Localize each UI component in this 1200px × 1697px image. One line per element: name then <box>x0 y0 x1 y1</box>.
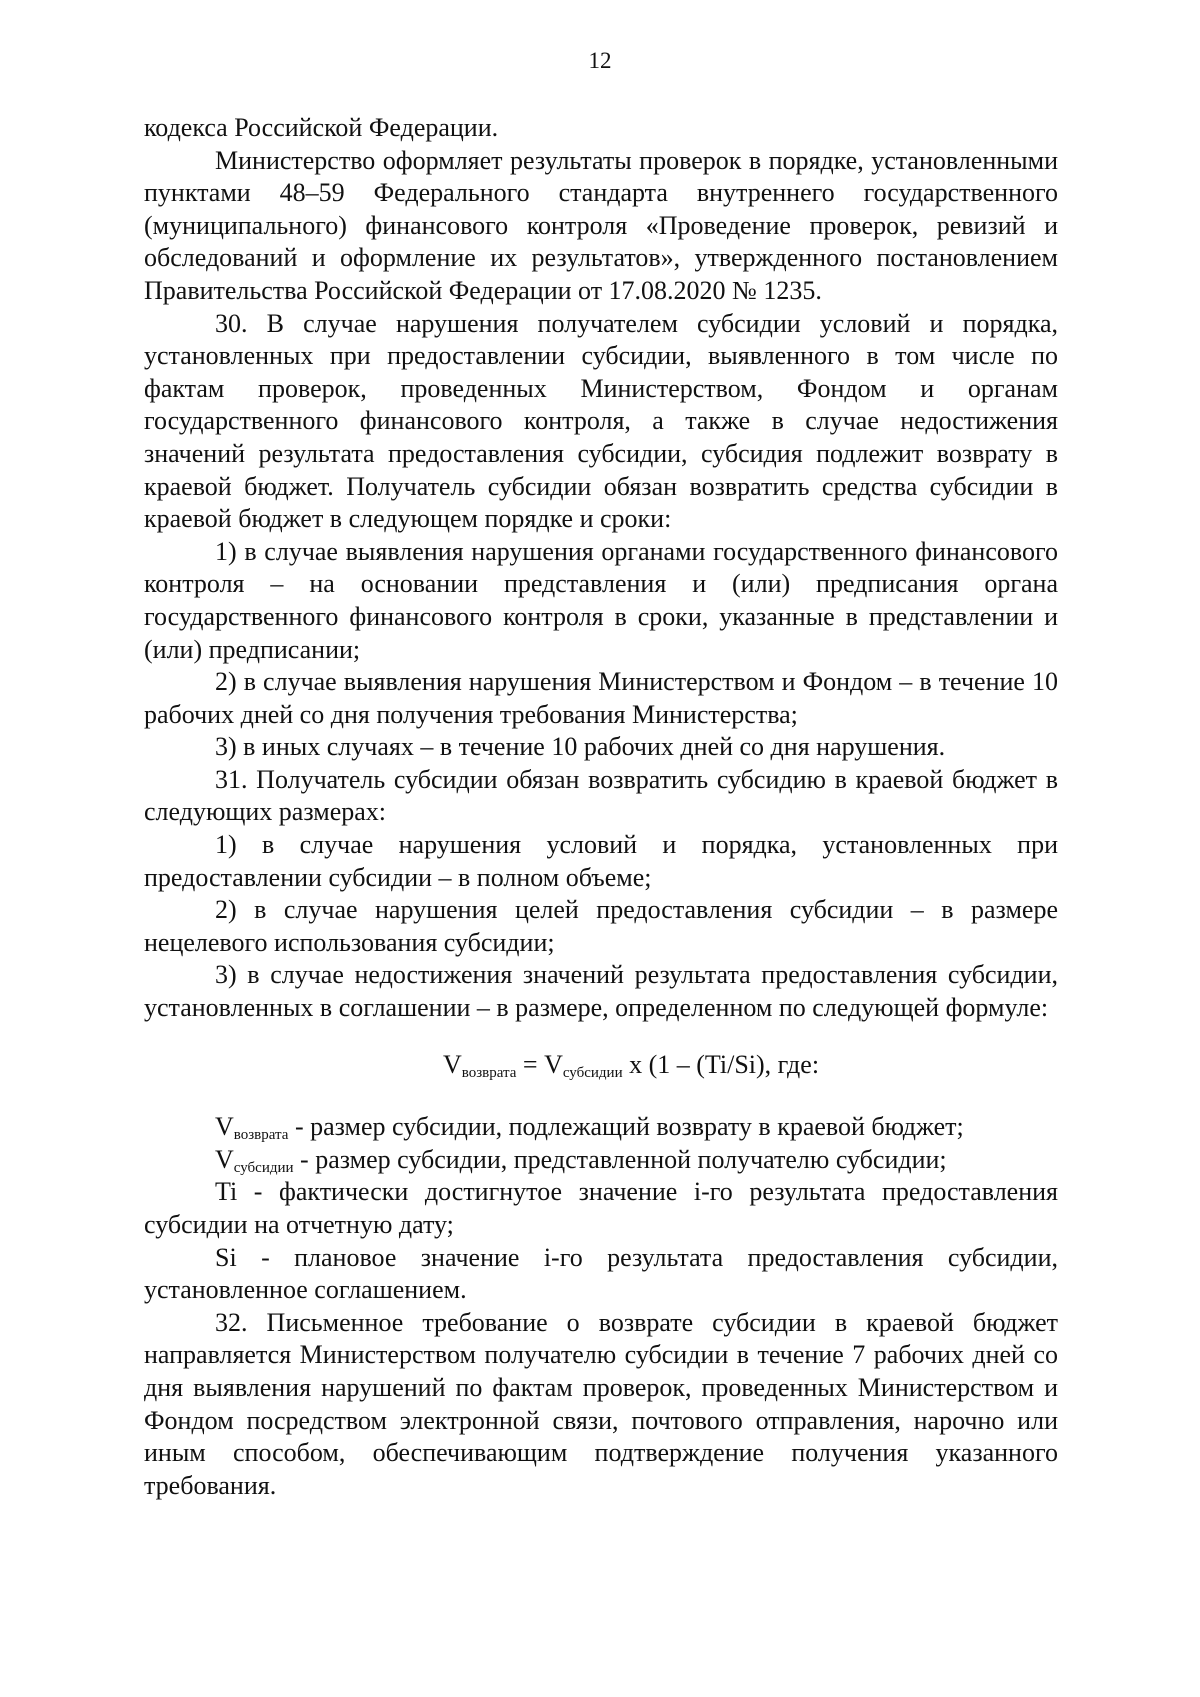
paragraph-continuation: кодекса Российской Федерации. <box>144 113 499 142</box>
definition-v-return <box>144 1111 1058 1144</box>
formula-v-subsidy: V <box>544 1049 563 1079</box>
formula-sub-return: возврата <box>461 1064 517 1081</box>
definition-v-subsidy <box>144 1144 1058 1177</box>
list-item-31-3: 3) в случае недостижения значений результата предоставления субсидии, установленных в соглашении – в размере, определенном по следующей формуле: <box>144 960 1058 1023</box>
page-number: 12 <box>588 48 612 73</box>
document-body <box>144 112 1058 1502</box>
definition-v-return-symbol: V <box>215 1112 234 1142</box>
return-formula <box>144 1049 1058 1082</box>
list-item-31-2: 2) в случае нарушения целей предоставления субсидии – в размере нецелевого использования субсидии; <box>144 895 1058 957</box>
list-item-31-1: 1) в случае нарушения условий и порядка, установленных при предоставлении субсидии – в полном объеме; <box>144 830 1058 892</box>
list-item-30-1: 1) в случае выявления нарушения органами государственного финансового контроля – на основании представления и (или) предписания органа государственного финансового контроля в сроки, указанные в представлении и (или) предписании; <box>144 536 1058 664</box>
definition-v-subsidy-text: - размер субсидии, представленной получателю субсидии; <box>293 1144 947 1174</box>
definition-si: Si - плановое значение i-го результата предоставления субсидии, установленное соглашением. <box>144 1242 1058 1305</box>
formula-v-return: V <box>442 1049 462 1079</box>
definition-v-subsidy-symbol: V <box>215 1144 234 1174</box>
formula-rest: x (1 – (Ti/Si), где: <box>622 1049 820 1079</box>
paragraph-item-31: 31. Получатель субсидии обязан возвратить субсидию в краевой бюджет в следующих размерах: <box>144 764 1058 827</box>
list-item-30-2: 2) в случае выявления нарушения Министерством и Фондом – в течение 10 рабочих дней со дня получения требования Министерства; <box>144 667 1058 729</box>
definition-ti: Ti - фактически достигнутое значение i-го результата предоставления субсидии на отчетную дату; <box>144 1177 1058 1239</box>
definition-v-return-text: - размер субсидии, подлежащий возврату в краевой бюджет; <box>288 1112 964 1142</box>
list-item-30-3: 3) в иных случаях – в течение 10 рабочих дней со дня нарушения. <box>215 732 946 762</box>
paragraph-ministry-results: Министерство оформляет результаты проверок в порядке, установленными пунктами 48–59 Федерального стандарта внутреннего государственного (муниципального) финансового контроля «Проведение проверок, ревизий и обследований и оформление их результатов», утвержденного постановлением Правительства Российской Федерации от 17.08.2020 № 1235. <box>144 145 1058 305</box>
definition-v-subsidy-sub: субсидии <box>233 1159 294 1176</box>
formula-sub-subsidy: субсидии <box>562 1064 623 1081</box>
definition-v-return-sub: возврата <box>233 1127 289 1144</box>
paragraph-item-32: 32. Письменное требование о возврате субсидии в краевой бюджет направляется Министерством получателю субсидии в течение 7 рабочих дней со дня выявления нарушений по фактам проверок, проведенных Министерством и Фондом посредством электронной связи, почтового отправления, нарочно или иным способом, обеспечивающим подтверждение получения указанного требования. <box>144 1307 1058 1500</box>
formula-equals: = <box>516 1049 545 1079</box>
paragraph-item-30: 30. В случае нарушения получателем субсидии условий и порядка, установленных при предоставлении субсидии, выявленного в том числе по фактам проверок, проведенных Министерством, Фондом и органам государственного финансового контроля, а также в случае недостижения значений результата предоставления субсидии, субсидия подлежит возврату в краевой бюджет. Получатель субсидии обязан возвратить средства субсидии в краевой бюджет в следующем порядке и сроки: <box>144 308 1058 534</box>
